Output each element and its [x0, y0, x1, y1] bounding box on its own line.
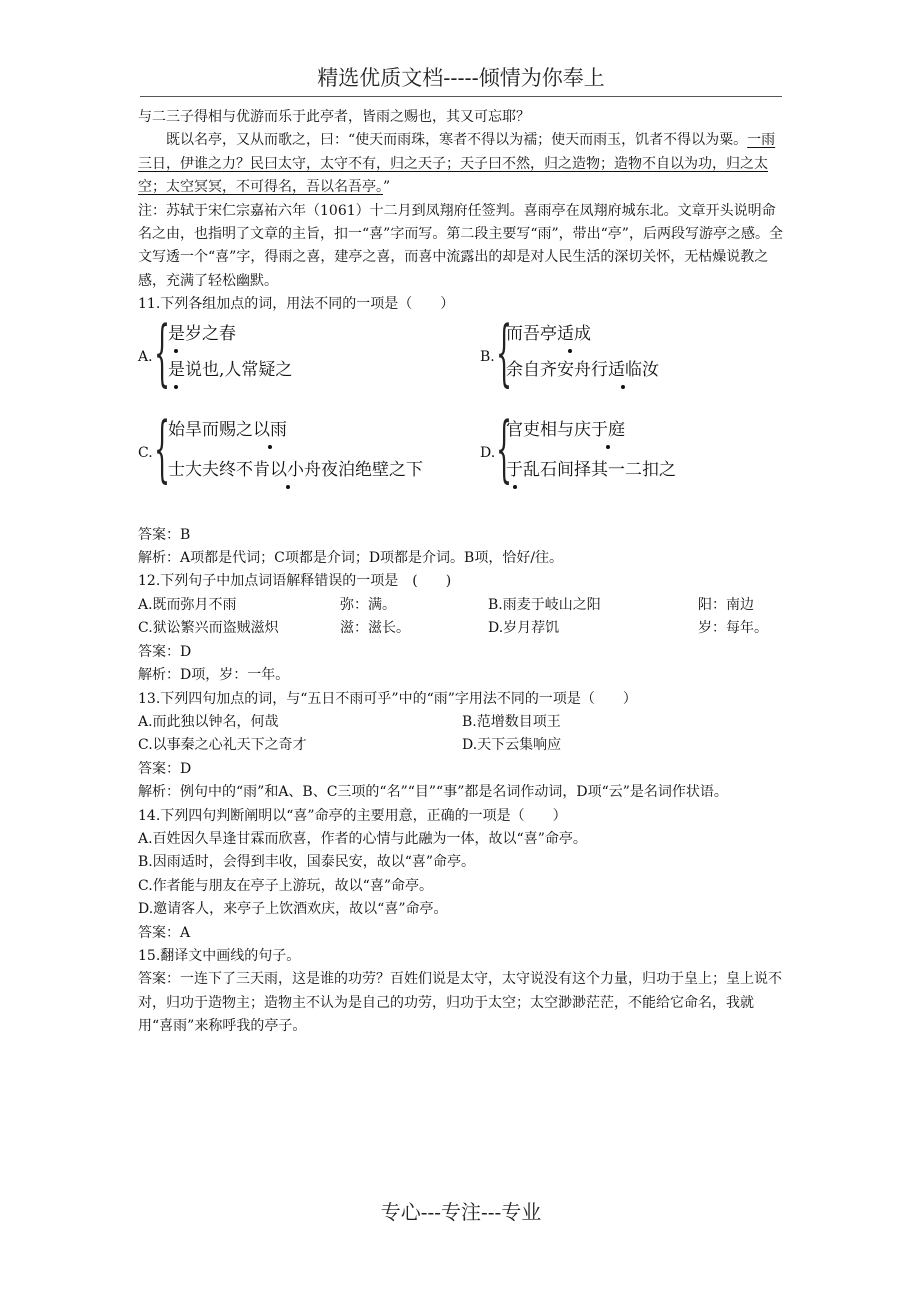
q12-gloss-a: 弥：满。: [340, 596, 396, 613]
note: 注：苏轼于宋仁宗嘉祐六年（1061）十二月到凤翔府任签判。喜雨亭在凤翔府城东北。文章开头说明命名之由，也指明了文章的主旨，扣一“喜”字而写。第二段主要写“雨”，带出“亭”，后两段写游亭之感。全文写透一个“喜”字，得雨之喜，建亭之喜，而喜中流露出的却是对人民生活的深切关怀，无枯燥说教之感，充满了轻松幽默。: [138, 202, 783, 289]
emphasis-dot-icon: [174, 349, 178, 353]
option-label: C.: [138, 444, 153, 461]
emphasis-dot-icon: [174, 385, 178, 389]
q12-option-b: B.雨麦于岐山之阳: [488, 596, 601, 613]
brace-icon: {: [496, 309, 513, 394]
q12-row: [138, 594, 786, 617]
group-line-2: 于乱石间择其一二扣之: [506, 459, 676, 480]
group-line-2: 士大夫终不肯以小舟夜泊绝壁之下: [168, 459, 423, 480]
q12-gloss-d: 岁：每年。: [698, 620, 768, 637]
q12-option-d: D.岁月荐饥: [488, 620, 560, 637]
q15-answer: 答案：一连下了三天雨，这是谁的功劳？百姓们说是太守，太守说没有这个力量，归功于皇上；皇上说不对，归功于造物主；造物主不认为是自己的功劳，归功于太空；太空渺渺茫茫，不能给它命名，我就用“喜雨”来称呼我的亭子。: [138, 971, 782, 1035]
q12-answer: 答案：D: [138, 643, 192, 660]
group-line-2: 是说也,人常疑之: [168, 359, 293, 380]
group-line-1: 始旱而赐之以雨: [168, 419, 287, 440]
q13-stem: 13.下列四句加点的词，与“五日不雨可乎”中的“雨”字用法不同的一项是（ ）: [138, 690, 637, 707]
page-header: 精选优质文档-----倾情为你奉上: [317, 66, 605, 90]
q11-answer: 答案：B: [138, 526, 191, 543]
q14-option-b: B.因雨适时，会得到丰收，国泰民安，故以“喜”命亭。: [138, 854, 476, 871]
emphasis-dot-icon: [606, 445, 610, 449]
group-line-1: 而吾亭适成: [506, 323, 591, 344]
q11-stem: 11.下列各组加点的词，用法不同的一项是（ ）: [138, 296, 455, 313]
brace-icon: {: [154, 405, 171, 490]
document-body: [138, 106, 786, 1039]
q13-analysis: 解析：例句中的“雨”和A、B、C三项的“名”“目”“事”都是名词作动词，D项“云”是名词作状语。: [138, 784, 728, 801]
emphasis-dot-icon: [268, 445, 272, 449]
underlined-sentence: 一雨三日，伊谁之力？民曰太守，太守不有，归之天子；天子曰不然，归之造物；造物不自以为功，归之太空；太空冥冥，不可得名，吾以名吾亭。: [138, 132, 776, 196]
q14-answer: 答案：A: [138, 924, 191, 941]
q14-option-d: D.邀请客人，来亭子上饮酒欢庆，故以“喜”命亭。: [138, 901, 448, 918]
closing-quote: ”: [383, 179, 391, 196]
q13-option-a: A.而此独以钟名，何哉: [138, 713, 279, 730]
q13-answer: 答案：D: [138, 760, 192, 777]
passage-line: 与二三子得相与优游而乐于此亭者，皆雨之赐也，其又可忘耶？: [138, 109, 530, 125]
q13-option-d: D.天下云集响应: [462, 737, 562, 754]
page-footer: 专心---专注---专业: [380, 1200, 542, 1224]
emphasis-dot-icon: [513, 485, 517, 489]
option-label: A.: [138, 348, 153, 365]
q15-stem: 15.翻译文中画线的句子。: [138, 947, 301, 964]
brace-icon: {: [154, 309, 171, 394]
q12-analysis: 解析：D项，岁：一年。: [138, 667, 290, 684]
passage-text: 既以名亭，又从而歌之，曰：“使天而雨珠，寒者不得以为襦；使天而雨玉，饥者不得以为粟。: [166, 132, 748, 149]
q12-row: [138, 617, 786, 640]
q11-option-groups: [138, 309, 786, 524]
q12-option-a: A.既而弥月不雨: [138, 596, 237, 613]
q12-stem: 12.下列句子中加点词语解释错误的一项是 ( ): [138, 573, 452, 590]
q13-row: [138, 734, 786, 757]
brace-icon: {: [496, 405, 513, 490]
emphasis-dot-icon: [621, 385, 625, 389]
q13-option-b: B.范增数目项王: [462, 713, 561, 730]
q14-option-a: A.百姓因久旱逢甘霖而欣喜，作者的心情与此融为一体，故以“喜”命亭。: [138, 830, 587, 847]
header-divider: [140, 96, 782, 97]
q13-row: [138, 711, 786, 734]
group-line-1: 是岁之春: [168, 323, 236, 344]
emphasis-dot-icon: [286, 485, 290, 489]
group-line-1: 官吏相与庆于庭: [506, 419, 625, 440]
q14-option-c: C.作者能与朋友在亭子上游玩，故以“喜”命亭。: [138, 877, 433, 894]
q12-gloss-b: 阳：南边: [698, 596, 754, 613]
q11-analysis: 解析：A项都是代词；C项都是介词；D项都是介词。B项，恰好/往。: [138, 550, 564, 567]
option-label: B.: [480, 348, 495, 365]
passage-paragraph: [138, 129, 786, 199]
q13-option-c: C.以事秦之心礼天下之奇才: [138, 737, 307, 754]
q14-stem: 14.下列四句判断阐明以“喜”命亭的主要用意，正确的一项是（ ）: [138, 807, 567, 824]
q12-gloss-c: 滋：滋长。: [340, 620, 410, 637]
q12-option-c: C.狱讼繁兴而盗贼滋炽: [138, 620, 279, 637]
emphasis-dot-icon: [568, 349, 572, 353]
group-line-2: 余自齐安舟行适临汝: [506, 359, 659, 380]
option-label: D.: [480, 444, 496, 461]
